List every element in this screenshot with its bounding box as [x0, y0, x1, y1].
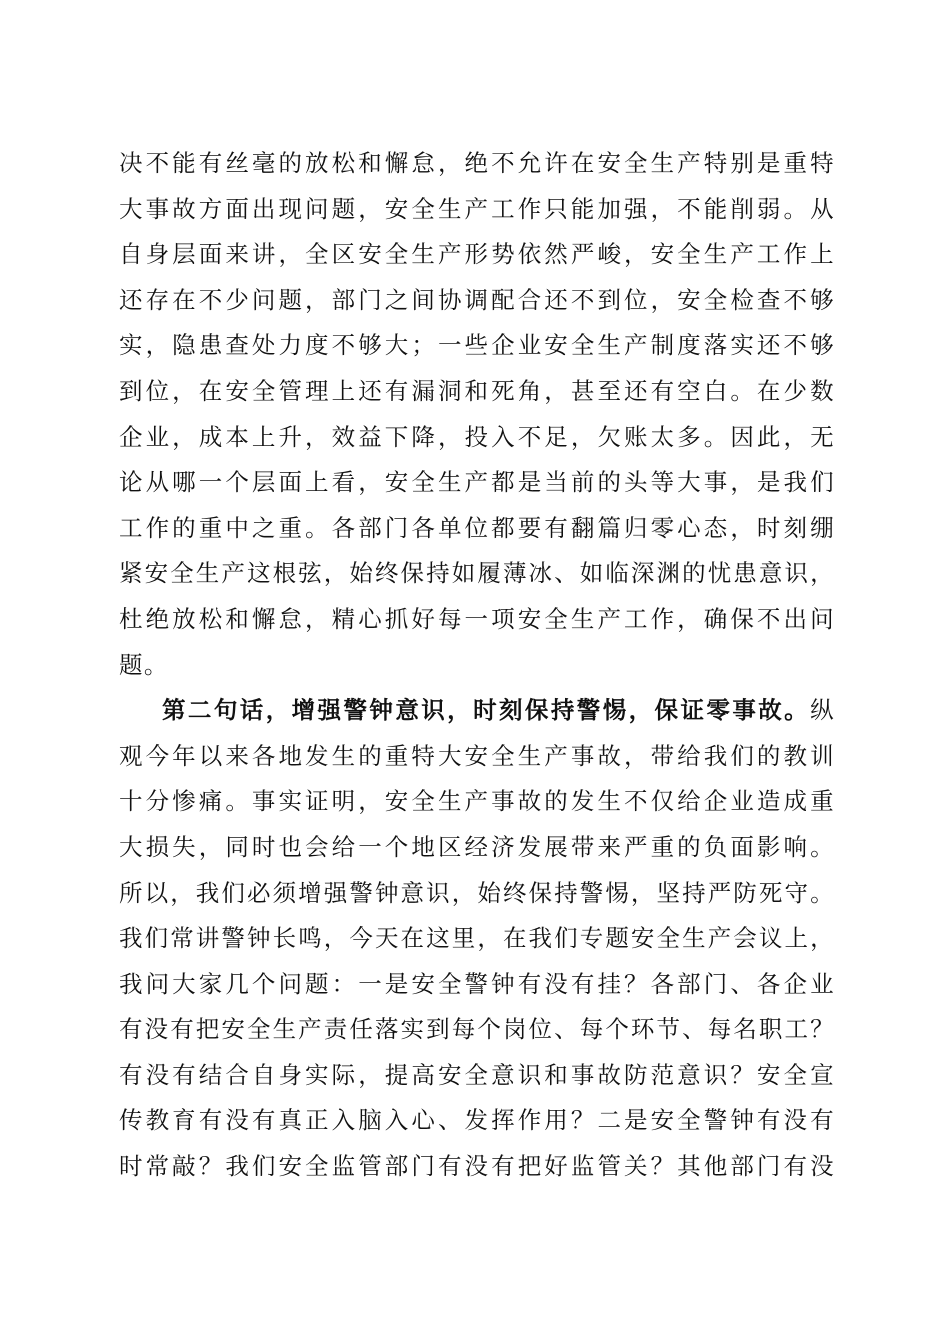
text-line: 时常敲？我们安全监管部门有没有把好监管关？其他部门有没 [119, 1152, 835, 1181]
text-line: 十分惨痛。事实证明，安全生产事故的发生不仅给企业造成重 [119, 787, 835, 816]
text-line: 题。 [119, 650, 169, 679]
text-line: 自身层面来讲，全区安全生产形势依然严峻，安全生产工作上 [119, 240, 835, 269]
text-line: 观今年以来各地发生的重特大安全生产事故，带给我们的教训 [119, 741, 835, 770]
text-line: 传教育有没有真正入脑入心、发挥作用？二是安全警钟有没有 [119, 1106, 835, 1135]
paragraph-2 [119, 688, 835, 1190]
text-line: 所以，我们必须增强警钟意识，始终保持警惕，坚持严防死守。 [119, 878, 835, 907]
paragraph-1 [119, 141, 835, 688]
text-line: 杜绝放松和懈怠，精心抓好每一项安全生产工作，确保不出问 [119, 604, 835, 633]
text-line: 决不能有丝毫的放松和懈怠，绝不允许在安全生产特别是重特 [119, 149, 835, 177]
text-line: 实，隐患查处力度不够大；一些企业安全生产制度落实还不够 [119, 331, 835, 360]
text-line: 我们常讲警钟长鸣，今天在这里，在我们专题安全生产会议上， [119, 924, 835, 953]
text-line: 到位，在安全管理上还有漏洞和死角，甚至还有空白。在少数 [119, 376, 835, 405]
text-line: 论从哪一个层面上看，安全生产都是当前的头等大事，是我们 [119, 468, 835, 497]
body-text [119, 141, 835, 1190]
text-line: 紧安全生产这根弦，始终保持如履薄冰、如临深渊的忧患意识， [119, 559, 835, 588]
text-line: 还存在不少问题，部门之间协调配合还不到位，安全检查不够 [119, 285, 835, 314]
text-line: 大事故方面出现问题，安全生产工作只能加强，不能削弱。从 [119, 194, 835, 223]
text-line: 有没有把安全生产责任落实到每个岗位、每个环节、每名职工？ [119, 1015, 835, 1044]
section-heading: 第二句话，增强警钟意识，时刻保持警惕，保证零事故。 [162, 696, 811, 725]
text-line: 大损失，同时也会给一个地区经济发展带来严重的负面影响。 [119, 832, 835, 861]
text-line: 我问大家几个问题：一是安全警钟有没有挂？各部门、各企业 [119, 969, 835, 998]
text-line: 工作的重中之重。各部门各单位都要有翻篇归零心态，时刻绷 [119, 513, 835, 542]
text-line: 企业，成本上升，效益下降，投入不足，欠账太多。因此，无 [119, 422, 835, 451]
text-line: 有没有结合自身实际，提高安全意识和事故防范意识？安全宣 [119, 1060, 835, 1089]
text-fragment: 纵 [810, 696, 835, 725]
paragraph-2-first-line [119, 688, 835, 734]
